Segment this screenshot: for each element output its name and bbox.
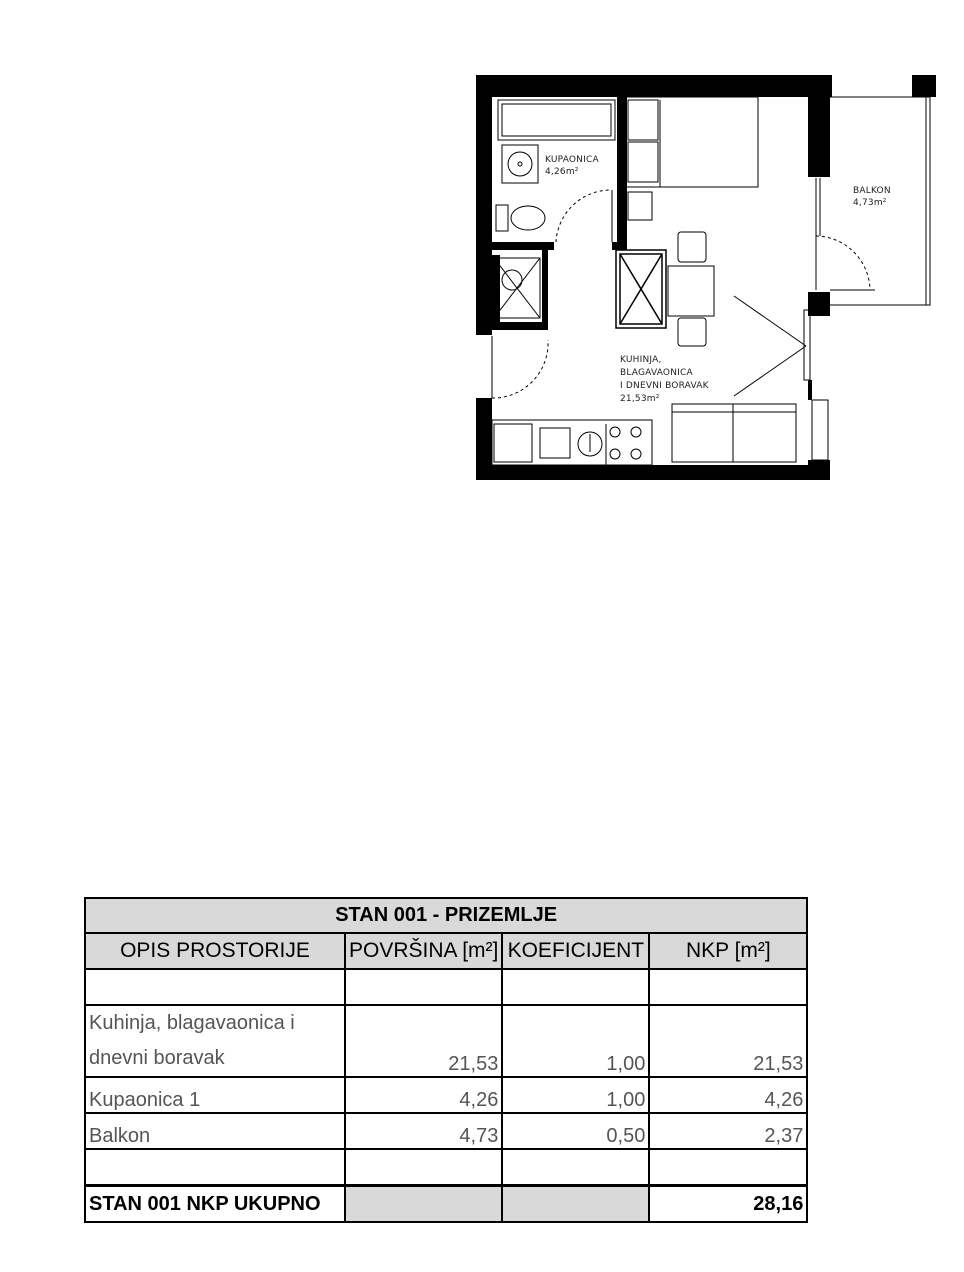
row-name: Kuhinja, blagavaonica i dnevni boravak (85, 1005, 345, 1077)
row-nkp: 21,53 (649, 1005, 807, 1077)
area-table (84, 897, 808, 1223)
total-label: STAN 001 NKP UKUPNO (85, 1186, 345, 1223)
room-area-living: 21,53m² (620, 394, 660, 404)
table-row (85, 1113, 807, 1149)
row-area: 4,26 (345, 1077, 502, 1113)
table-spacer-row (85, 969, 807, 1005)
room-area-balcony: 4,73m² (853, 198, 887, 208)
row-name: Kupaonica 1 (85, 1077, 345, 1113)
row-area: 4,73 (345, 1113, 502, 1149)
room-label-living-line2: BLAGAVAONICA (620, 368, 693, 378)
floor-plan (0, 0, 964, 500)
table-row (85, 1077, 807, 1113)
table-spacer-row (85, 1149, 807, 1186)
header-room-name: OPIS PROSTORIJE (85, 933, 345, 969)
table-header-row (85, 933, 807, 969)
header-area: POVRŠINA [m²] (345, 933, 502, 969)
table-title-row (85, 898, 807, 933)
room-label-living-line3: I DNEVNI BORAVAK (620, 381, 709, 391)
bathroom-fixtures (494, 100, 615, 318)
header-nkp: NKP [m²] (649, 933, 807, 969)
row-coefficient: 0,50 (502, 1113, 649, 1149)
header-coefficient: KOEFICIJENT (502, 933, 649, 969)
window (734, 296, 828, 460)
row-nkp: 2,37 (649, 1113, 807, 1149)
table-total-row (85, 1186, 807, 1223)
row-coefficient: 1,00 (502, 1077, 649, 1113)
sofa (672, 404, 796, 462)
kitchen-counter (492, 420, 652, 465)
row-coefficient: 1,00 (502, 1005, 649, 1077)
table-row (85, 1005, 807, 1077)
entry-door (492, 336, 548, 398)
dining-set (668, 232, 714, 346)
room-label-bathroom: KUPAONICA (545, 155, 599, 165)
row-area: 21,53 (345, 1005, 502, 1077)
installation-shaft (616, 250, 666, 328)
room-label-balcony: BALKON (853, 186, 891, 196)
table-title: STAN 001 - PRIZEMLJE (85, 898, 807, 933)
room-label-living-line1: KUHINJA, (620, 355, 662, 365)
room-area-bathroom: 4,26m² (545, 167, 579, 177)
row-nkp: 4,26 (649, 1077, 807, 1113)
bed-and-wardrobes (626, 97, 758, 220)
total-value: 28,16 (649, 1186, 807, 1223)
row-name: Balkon (85, 1113, 345, 1149)
